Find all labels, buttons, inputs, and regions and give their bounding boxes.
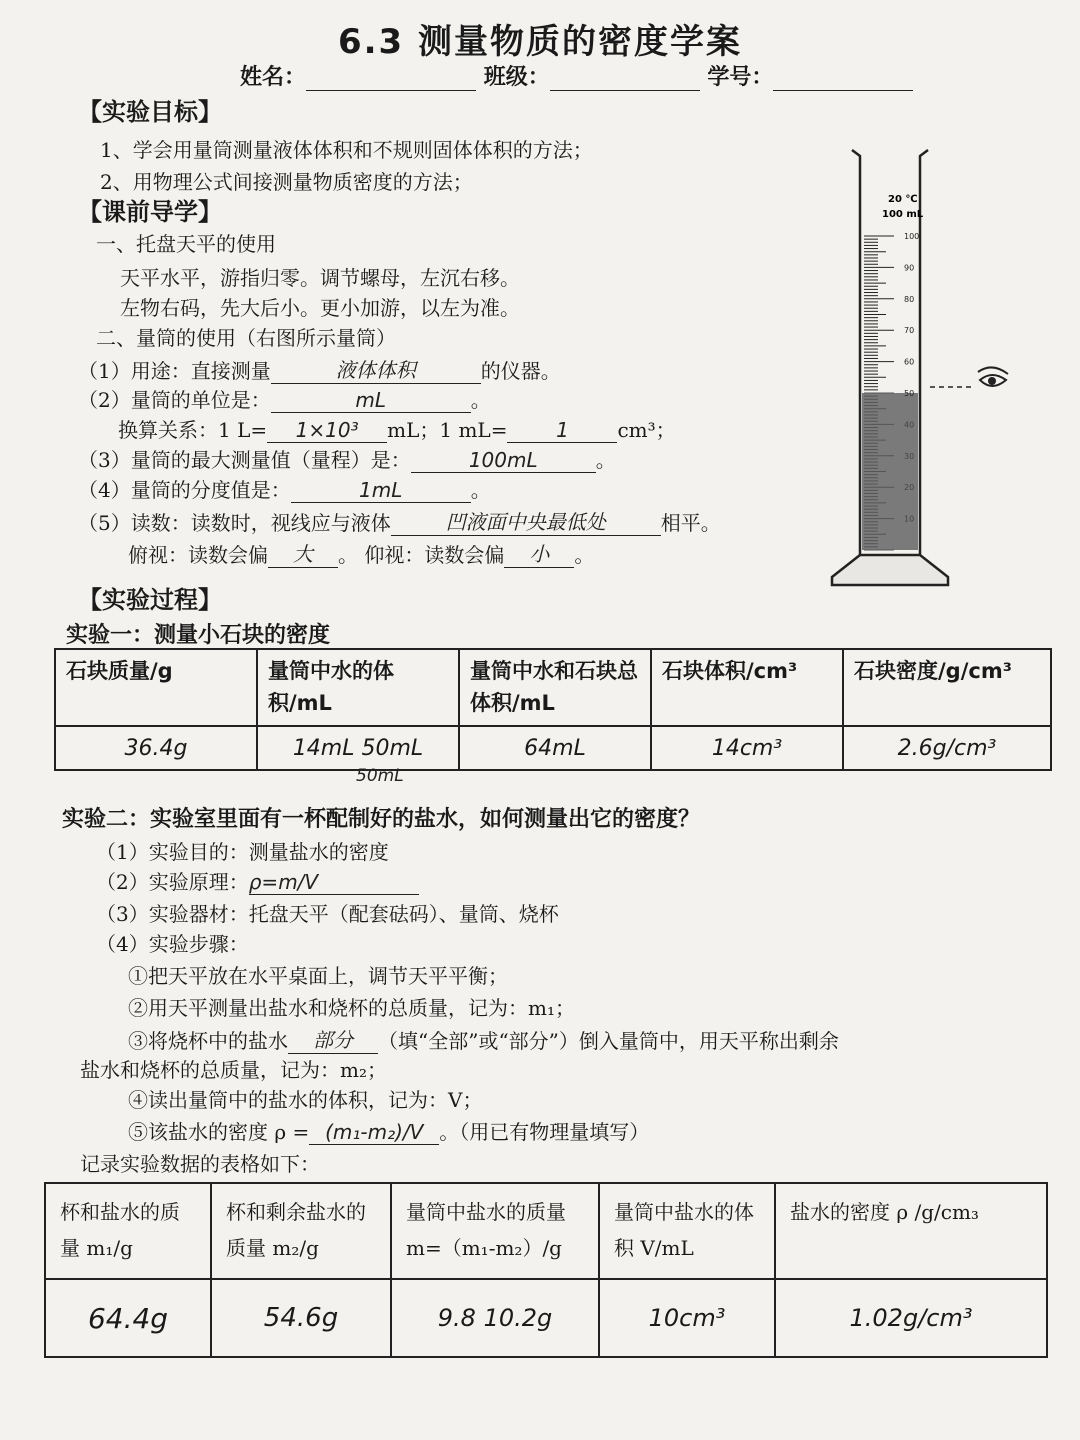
conv-suffix: cm³； xyxy=(617,418,676,442)
scale-label: 100 xyxy=(904,232,920,241)
table-header-cell: 盐水的密度 ρ /g/cm₃ xyxy=(775,1183,1047,1279)
eye-icon xyxy=(930,367,1008,387)
principle-answer[interactable]: ρ=m/V xyxy=(249,870,419,895)
balance-title: 一、托盘天平的使用 xyxy=(96,232,276,256)
table-header-cell: 石块体积/cm³ xyxy=(651,649,843,726)
table-row xyxy=(55,726,1051,770)
salt-water-table xyxy=(44,1182,1048,1358)
scale-label: 40 xyxy=(904,420,915,430)
q2-answer[interactable]: mL xyxy=(271,388,471,413)
q4-suffix: 。 xyxy=(470,478,491,502)
q5b-prefix: 俯视：读数会偏 xyxy=(128,543,268,567)
graduated-cylinder-illustration xyxy=(820,140,1020,590)
class-field[interactable] xyxy=(550,90,700,91)
cylinder-title: 二、量筒的使用（右图所示量筒） xyxy=(96,326,396,350)
step5-suffix: 。（用已有物理量填写） xyxy=(439,1120,650,1144)
q2-prefix: （2）量筒的单位是： xyxy=(78,388,271,412)
q5b-answer-1[interactable]: 大 xyxy=(268,538,338,568)
step-5-row xyxy=(128,1116,649,1145)
table-cell[interactable]: 64mL xyxy=(459,726,651,770)
exp1-title: 实验一：测量小石块的密度 xyxy=(66,623,331,648)
exp2-principle-row xyxy=(96,866,419,895)
scale-label: 10 xyxy=(904,514,915,524)
goal-item: 1、学会用量筒测量液体体积和不规则固体体积的方法； xyxy=(100,138,593,162)
id-label: 学号： xyxy=(707,65,774,90)
q5b-row xyxy=(128,538,594,568)
scale-label: 50 xyxy=(904,389,915,398)
table-header-cell: 量筒中盐水的体积 V/mL xyxy=(599,1183,775,1279)
table-cell[interactable]: 54.6g xyxy=(211,1279,391,1357)
step5-prefix: ⑤该盐水的密度 ρ = xyxy=(128,1120,310,1144)
q3-suffix: 。 xyxy=(595,448,616,472)
step5-answer[interactable]: (m₁-m₂)/V xyxy=(309,1120,439,1145)
step-3-line2: 盐水和烧杯的总质量，记为：m₂； xyxy=(80,1058,387,1082)
exp2-title: 实验二：实验室里面有一杯配制好的盐水，如何测量出它的密度？ xyxy=(62,807,701,832)
scale-label: 30 xyxy=(904,451,915,461)
table-row xyxy=(45,1279,1047,1357)
conv-answer-2[interactable]: 1 xyxy=(507,418,617,443)
scale-label: 80 xyxy=(904,294,915,304)
q2-row xyxy=(78,384,491,413)
q4-prefix: （4）量筒的分度值是： xyxy=(78,478,291,502)
table-cell[interactable]: 64.4g xyxy=(45,1279,211,1357)
student-info-row xyxy=(240,60,913,91)
cylinder-base xyxy=(832,555,948,585)
q5-row xyxy=(78,506,721,536)
q5-prefix: （5）读数：读数时，视线应与液体 xyxy=(78,511,391,535)
q3-row xyxy=(78,444,616,473)
q5-answer[interactable]: 凹液面中央最低处 xyxy=(391,506,661,536)
exp2-equipment: （3）实验器材：托盘天平（配套砝码）、量筒、烧杯 xyxy=(96,902,559,926)
id-field[interactable] xyxy=(773,90,913,91)
conv-mid: mL；1 mL= xyxy=(387,418,508,442)
scale-label: 70 xyxy=(904,326,915,336)
table-cell[interactable]: 14cm³ xyxy=(651,726,843,770)
table-cell[interactable]: 14mL 50mL xyxy=(257,726,459,770)
table-note: 50mL xyxy=(356,766,404,786)
table-header-cell: 量筒中水和石块总体积/mL xyxy=(459,649,651,726)
exp2-steps-label: （4）实验步骤： xyxy=(96,932,249,956)
q5b-suffix: 。 xyxy=(574,543,595,567)
q1-suffix: 的仪器。 xyxy=(480,359,561,383)
step3-prefix: ③将烧杯中的盐水 xyxy=(128,1029,288,1053)
name-field[interactable] xyxy=(306,90,476,91)
preview-heading: 【课前导学】 xyxy=(78,198,222,226)
page-title: 6.3 测量物质的密度学案 xyxy=(337,22,743,62)
cylinder-capacity: 100 mL xyxy=(882,209,924,220)
q1-answer[interactable]: 液体体积 xyxy=(271,354,481,384)
step-1: ①把天平放在水平桌面上，调节天平平衡； xyxy=(128,964,508,988)
process-heading: 【实验过程】 xyxy=(78,586,222,614)
scale-label: 90 xyxy=(904,263,915,273)
table-header-cell: 杯和剩余盐水的质量 m₂/g xyxy=(211,1183,391,1279)
goals-heading: 【实验目标】 xyxy=(78,98,222,126)
table-header-cell: 量筒中水的体积/mL xyxy=(257,649,459,726)
exp2-purpose: （1）实验目的：测量盐水的密度 xyxy=(96,840,389,864)
step-4: ④读出量筒中的盐水的体积，记为：V； xyxy=(128,1088,483,1112)
table-cell[interactable]: 36.4g xyxy=(55,726,257,770)
cylinder-temp: 20 ℃ xyxy=(888,194,918,205)
goal-item: 2、用物理公式间接测量物质密度的方法； xyxy=(100,170,473,194)
q1-row xyxy=(78,354,561,384)
conversion-row xyxy=(118,414,676,443)
table-cell[interactable]: 9.8 10.2g xyxy=(391,1279,599,1357)
q5b-answer-2[interactable]: 小 xyxy=(504,538,574,568)
table-cell[interactable]: 2.6g/cm³ xyxy=(843,726,1051,770)
balance-line: 左物右码，先大后小。更小加游，以左为准。 xyxy=(120,296,520,320)
q5b-mid: 。 仰视：读数会偏 xyxy=(338,543,505,567)
rock-density-table xyxy=(54,648,1052,771)
q3-prefix: （3）量筒的最大测量值（量程）是： xyxy=(78,448,411,472)
scale-label: 20 xyxy=(904,483,915,493)
conv-answer-1[interactable]: 1×10³ xyxy=(267,418,387,443)
table-header-row xyxy=(55,649,1051,726)
table-header-cell: 石块质量/g xyxy=(55,649,257,726)
q5-suffix: 相平。 xyxy=(660,511,721,535)
q2-suffix: 。 xyxy=(470,388,491,412)
principle-prefix: （2）实验原理： xyxy=(96,870,249,894)
conv-prefix: 换算关系：1 L= xyxy=(118,418,268,442)
table-header-cell: 量筒中盐水的质量 m=（m₁-m₂）/g xyxy=(391,1183,599,1279)
q3-answer[interactable]: 100mL xyxy=(411,448,596,473)
table-header-row xyxy=(45,1183,1047,1279)
step-3-row xyxy=(128,1024,839,1054)
table-cell[interactable]: 1.02g/cm³ xyxy=(775,1279,1047,1357)
step3-suffix: （填“全部”或“部分”）倒入量筒中，用天平称出剩余 xyxy=(378,1029,839,1053)
q4-row xyxy=(78,474,491,503)
step-2: ②用天平测量出盐水和烧杯的总质量，记为：m₁； xyxy=(128,996,575,1020)
balance-line: 天平水平，游指归零。调节螺母，左沉右移。 xyxy=(120,266,520,290)
step3-answer[interactable]: 部分 xyxy=(288,1024,378,1054)
table-header-cell: 石块密度/g/cm³ xyxy=(843,649,1051,726)
class-label: 班级： xyxy=(483,65,550,90)
record-label: 记录实验数据的表格如下： xyxy=(80,1152,320,1176)
table-header-cell: 杯和盐水的质量 m₁/g xyxy=(45,1183,211,1279)
table-cell[interactable]: 10cm³ xyxy=(599,1279,775,1357)
q1-prefix: （1）用途：直接测量 xyxy=(78,359,271,383)
q4-answer[interactable]: 1mL xyxy=(291,478,471,503)
name-label: 姓名： xyxy=(240,65,307,90)
scale-label: 60 xyxy=(904,357,915,367)
